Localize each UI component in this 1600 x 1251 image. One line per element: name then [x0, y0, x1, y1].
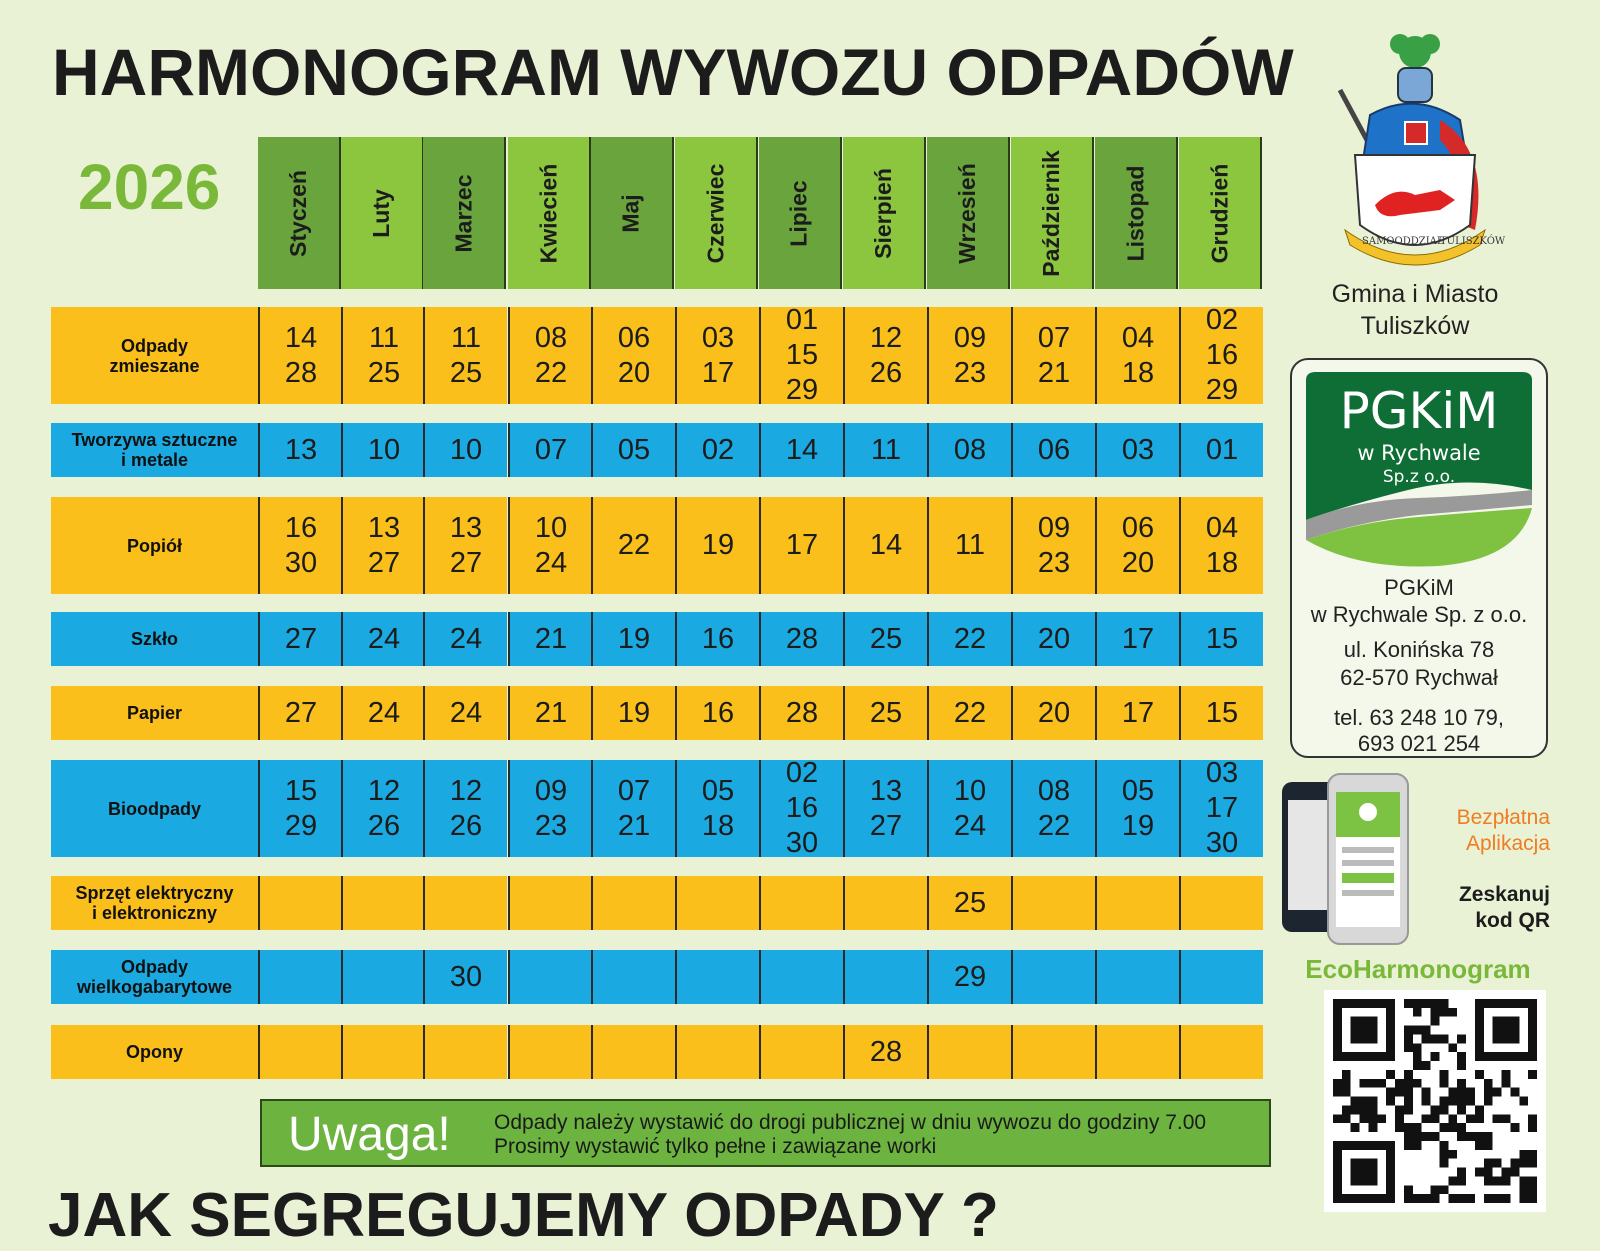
schedule-cell: [1179, 497, 1263, 594]
month-header-cell: [1011, 137, 1094, 289]
schedule-cell: [927, 1025, 1011, 1079]
pickup-day: 16: [1205, 339, 1239, 371]
schedule-cell: [759, 1025, 843, 1079]
row-label-line: i elektroniczny: [91, 903, 218, 923]
month-label: Grudzień: [1206, 163, 1233, 263]
row-label-line: zmieszane: [109, 355, 200, 376]
schedule-cell: [759, 876, 843, 930]
schedule-cell: [423, 950, 507, 1004]
pickup-day: 28: [785, 622, 819, 655]
month-label: Kwiecień: [535, 163, 561, 263]
pickup-day: 21: [534, 622, 568, 655]
row-label-line: wielkogabarytowe: [76, 977, 233, 997]
notice-line-2: Prosimy wystawić tylko pełne i zawiązane worki: [494, 1135, 937, 1158]
app-name: EcoHarmonogram: [1305, 954, 1531, 984]
schedule-cell: [258, 1025, 342, 1079]
month-header-cell: [508, 137, 591, 289]
row-label-line: Szkło: [130, 629, 178, 649]
pickup-day: 28: [869, 1035, 903, 1068]
schedule-cell: [759, 497, 843, 594]
logo-title: PGKiM: [1339, 382, 1499, 440]
month-header-cell: [423, 137, 506, 289]
pickup-day: 29: [1205, 374, 1239, 406]
pickup-day: 09: [1037, 511, 1071, 544]
app-promo-free: [1430, 805, 1550, 857]
month-header-cell: [843, 137, 926, 289]
company-name-2: w Rychwale Sp. z o.o.: [1310, 602, 1528, 627]
schedule-cell: [591, 612, 675, 666]
pickup-day: 19: [617, 622, 651, 655]
schedule-cell: [591, 876, 675, 930]
pickup-day: 16: [701, 696, 735, 729]
schedule-cell: [1095, 423, 1179, 477]
row-label: [51, 686, 258, 740]
month-header-cell: [759, 137, 842, 289]
pickup-day: 25: [869, 622, 903, 655]
pickup-day: 17: [1121, 622, 1155, 655]
crest-text-right: TULISZKÓW: [1440, 236, 1506, 247]
schedule-cell: [1095, 950, 1179, 1004]
pgkim-logo-icon: [1298, 370, 1540, 570]
schedule-cell: [341, 307, 425, 404]
pickup-day: 02: [1205, 304, 1239, 336]
row-label: [51, 876, 258, 930]
schedule-cell: [341, 1025, 425, 1079]
schedule-cell: [1095, 612, 1179, 666]
schedule-cell: [759, 950, 843, 1004]
pickup-day: 16: [785, 792, 819, 824]
pickup-day: 03: [1121, 433, 1155, 466]
schedule-cell: [1179, 1025, 1263, 1079]
schedule-cell: [759, 612, 843, 666]
pickup-day: 15: [1205, 696, 1239, 729]
schedule-cell: [258, 307, 342, 404]
pickup-day: 29: [284, 809, 318, 842]
schedule-cell: [675, 612, 759, 666]
pickup-day: 27: [449, 546, 483, 579]
month-label: Wrzesień: [954, 162, 980, 264]
row-label: [51, 760, 258, 857]
month-label: Luty: [368, 188, 394, 238]
schedule-cell: [927, 686, 1011, 740]
row-label-line: i metale: [120, 450, 189, 470]
month-label: Marzec: [449, 174, 476, 252]
crest-text-left: SAMOODDZIAŁ: [1362, 236, 1444, 247]
month-header-cell: [591, 137, 674, 289]
month-header-cell: [927, 137, 1010, 289]
schedule-cell: [258, 876, 342, 930]
schedule-cell: [591, 1025, 675, 1079]
pickup-day: 07: [534, 433, 568, 466]
pickup-day: 30: [284, 546, 318, 579]
schedule-cell: [1011, 307, 1095, 404]
pickup-day: 26: [367, 809, 401, 842]
pickup-day: 21: [1037, 356, 1071, 389]
schedule-cell: [591, 950, 675, 1004]
month-label: Maj: [618, 193, 644, 233]
pickup-day: 11: [870, 433, 902, 466]
pickup-day: 20: [617, 356, 651, 389]
schedule-cell: [508, 950, 592, 1004]
logo-sub-2: Sp.z o.o.: [1382, 467, 1456, 487]
pickup-day: 07: [1037, 321, 1071, 354]
pickup-day: 22: [1037, 809, 1071, 842]
pickup-day: 24: [449, 696, 483, 729]
schedule-cell: [591, 760, 675, 857]
row-label-line: Papier: [126, 703, 183, 723]
schedule-cell: [591, 423, 675, 477]
pickup-day: 26: [869, 356, 903, 389]
pickup-day: 05: [617, 433, 651, 466]
pickup-day: 19: [701, 529, 735, 561]
schedule-cell: [508, 876, 592, 930]
pickup-day: 13: [367, 511, 401, 544]
pickup-day: 29: [953, 960, 987, 993]
pickup-day: 04: [1121, 321, 1155, 354]
pickup-day: 14: [785, 433, 819, 466]
app-promo-scan: [1430, 882, 1550, 934]
schedule-cell: [423, 1025, 507, 1079]
schedule-cell: [675, 686, 759, 740]
pickup-day: 08: [534, 321, 568, 354]
pickup-day: 16: [284, 511, 318, 544]
schedule-cell: [423, 876, 507, 930]
pickup-day: 20: [1037, 622, 1071, 655]
pickup-day: 14: [869, 529, 903, 561]
schedule-cell: [927, 876, 1011, 930]
schedule-cell: [341, 497, 425, 594]
pickup-day: 09: [534, 774, 568, 807]
pickup-day: 05: [701, 774, 735, 807]
schedule-cell: [258, 950, 342, 1004]
pickup-day: 20: [1121, 546, 1155, 579]
company-tel-2: 693 021 254: [1357, 731, 1481, 756]
schedule-cell: [341, 760, 425, 857]
pickup-day: 23: [1037, 546, 1071, 579]
schedule-cell: [508, 1025, 592, 1079]
pickup-day: 27: [869, 809, 903, 842]
schedule-cell: [1011, 950, 1095, 1004]
schedule-cell: [843, 876, 927, 930]
pickup-day: 19: [1121, 809, 1155, 842]
schedule-cell: [341, 612, 425, 666]
pickup-day: 07: [617, 774, 651, 807]
page-title: HARMONOGRAM WYWOZU ODPADÓW: [52, 35, 1294, 109]
schedule-cell: [508, 307, 592, 404]
pickup-day: 24: [367, 622, 401, 655]
pickup-day: 30: [785, 827, 819, 859]
pickup-day: 17: [1121, 696, 1155, 729]
schedule-cell: [675, 950, 759, 1004]
row-label-line: Odpady: [120, 335, 188, 356]
schedule-cell: [258, 760, 342, 857]
schedule-cell: [843, 423, 927, 477]
pickup-day: 13: [284, 433, 318, 466]
pickup-day: 01: [785, 304, 819, 336]
schedule-cell: [843, 950, 927, 1004]
pickup-day: 22: [617, 529, 651, 561]
month-label: Lipiec: [786, 179, 812, 247]
schedule-cell: [759, 304, 843, 406]
pickup-day: 08: [1037, 774, 1071, 807]
schedule-cell: [1011, 876, 1095, 930]
row-label-line: Odpady: [120, 957, 188, 977]
pickup-day: 11: [450, 321, 482, 354]
pickup-day: 10: [367, 433, 401, 466]
schedule-cell: [423, 612, 507, 666]
schedule-cell: [341, 876, 425, 930]
pickup-day: 15: [1205, 622, 1239, 655]
schedule-cell: [1011, 1025, 1095, 1079]
notice-heading: Uwaga!: [288, 1108, 451, 1161]
pickup-day: 12: [869, 321, 903, 354]
pickup-day: 25: [869, 696, 903, 729]
month-header-cell: [258, 137, 341, 289]
row-label-line: Sprzęt elektryczny: [75, 883, 234, 903]
pickup-day: 16: [701, 622, 735, 655]
schedule-cell: [423, 423, 507, 477]
app-free-line-1: Bezpłatna: [1456, 806, 1550, 829]
month-label: Październik: [1038, 149, 1065, 277]
schedule-cell: [1011, 760, 1095, 857]
month-label: Styczeń: [285, 169, 311, 257]
pickup-day: 13: [449, 511, 483, 544]
notice-box: [260, 1099, 1271, 1167]
pickup-day: 05: [1121, 774, 1155, 807]
row-label: [51, 497, 258, 594]
company-address-1: ul. Konińska 78: [1343, 637, 1495, 662]
row-label: [51, 423, 258, 477]
schedule-cell: [927, 760, 1011, 857]
schedule-cell: [341, 423, 425, 477]
pickup-day: 15: [785, 339, 819, 371]
schedule-cell: [508, 612, 592, 666]
schedule-cell: [423, 307, 507, 404]
row-label: [51, 950, 258, 1004]
pickup-day: 24: [534, 546, 568, 579]
schedule-cell: [927, 950, 1011, 1004]
month-label: Czerwiec: [702, 163, 728, 263]
schedule-cell: [1095, 497, 1179, 594]
pickup-day: 25: [953, 886, 987, 919]
pickup-day: 04: [1205, 511, 1239, 544]
pickup-day: 01: [1205, 433, 1239, 466]
schedule-cell: [258, 686, 342, 740]
pickup-day: 27: [284, 696, 318, 729]
app-scan-line-2: kod QR: [1475, 909, 1550, 932]
schedule-cell: [843, 686, 927, 740]
pickup-day: 29: [785, 374, 819, 406]
schedule-cell: [1095, 307, 1179, 404]
schedule-cell: [508, 497, 592, 594]
pickup-day: 10: [953, 774, 987, 807]
pickup-day: 10: [449, 433, 483, 466]
schedule-cell: [508, 686, 592, 740]
schedule-cell: [843, 1025, 927, 1079]
pickup-day: 25: [367, 356, 401, 389]
schedule-cell: [1179, 612, 1263, 666]
pickup-day: 06: [1037, 433, 1071, 466]
pickup-day: 21: [534, 696, 568, 729]
schedule-cell: [423, 760, 507, 857]
month-header-cell: [341, 137, 424, 289]
pickup-day: 17: [785, 529, 819, 561]
schedule-cell: [759, 757, 843, 859]
pickup-day: 11: [368, 321, 400, 354]
schedule-cell: [927, 423, 1011, 477]
month-header-cell: [675, 137, 758, 289]
schedule-cell: [675, 497, 759, 594]
pickup-day: 18: [1205, 546, 1239, 579]
pickup-day: 09: [953, 321, 987, 354]
schedule-cell: [1011, 497, 1095, 594]
schedule-cell: [258, 497, 342, 594]
row-label: [51, 612, 258, 666]
pickup-day: 20: [1037, 696, 1071, 729]
schedule-cell: [508, 423, 592, 477]
month-label: Sierpień: [870, 167, 897, 259]
pickup-day: 28: [284, 356, 318, 389]
schedule-cell: [1095, 1025, 1179, 1079]
schedule-cell: [1179, 686, 1263, 740]
schedule-cell: [258, 423, 342, 477]
month-label: Listopad: [1122, 165, 1148, 261]
schedule-cell: [1011, 612, 1095, 666]
schedule-cell: [508, 760, 592, 857]
pickup-day: 26: [449, 809, 483, 842]
qr-code-icon[interactable]: [1324, 990, 1546, 1212]
schedule-cell: [423, 497, 507, 594]
pickup-day: 24: [953, 809, 987, 842]
year-label: 2026: [78, 151, 221, 223]
pickup-day: 28: [785, 696, 819, 729]
row-label: [51, 1025, 258, 1079]
schedule-cell: [843, 307, 927, 404]
schedule-cell: [675, 423, 759, 477]
pickup-day: 02: [701, 433, 735, 466]
schedule-cell: [1179, 876, 1263, 930]
pickup-day: 03: [701, 321, 735, 354]
schedule-cell: [927, 307, 1011, 404]
pickup-day: 06: [1121, 511, 1155, 544]
schedule-cell: [258, 612, 342, 666]
notice-line-1: Odpady należy wystawić do drogi publicznej w dniu wywozu do godziny 7.00: [494, 1111, 1207, 1134]
company-name-1: PGKiM: [1384, 575, 1454, 600]
pickup-day: 18: [1121, 356, 1155, 389]
pickup-day: 23: [534, 809, 568, 842]
schedule-cell: [759, 686, 843, 740]
schedule-cell: [675, 876, 759, 930]
pickup-day: 12: [367, 774, 401, 807]
crest-icon: [1320, 30, 1510, 280]
logo-sub-1: w Rychwale: [1357, 441, 1481, 465]
schedule-cell: [591, 307, 675, 404]
schedule-cell: [1179, 757, 1263, 859]
pickup-day: 19: [617, 696, 651, 729]
schedule-cell: [675, 1025, 759, 1079]
company-tel-1: tel. 63 248 10 79,: [1333, 705, 1505, 730]
schedule-cell: [927, 612, 1011, 666]
pickup-day: 21: [617, 809, 651, 842]
month-header-cell: [1095, 137, 1178, 289]
schedule-cell: [1095, 876, 1179, 930]
pickup-day: 08: [953, 433, 987, 466]
schedule-cell: [341, 686, 425, 740]
schedule-cell: [341, 950, 425, 1004]
pickup-day: 06: [617, 321, 651, 354]
schedule-cell: [1179, 304, 1263, 406]
row-label-line: Opony: [126, 1042, 183, 1062]
schedule-cell: [1095, 760, 1179, 857]
pickup-day: 13: [869, 774, 903, 807]
pickup-day: 27: [367, 546, 401, 579]
schedule-cell: [675, 760, 759, 857]
municipality-line-2: Tuliszków: [1360, 312, 1470, 340]
bottom-heading: JAK SEGREGUJEMY ODPADY ?: [48, 1181, 999, 1250]
row-label-line: Popiół: [127, 535, 182, 556]
pickup-day: 15: [284, 774, 318, 807]
pickup-day: 14: [284, 321, 318, 354]
pickup-day: 03: [1205, 757, 1239, 789]
schedule-cell: [591, 686, 675, 740]
pickup-day: 12: [449, 774, 483, 807]
pickup-day: 17: [1205, 792, 1239, 824]
pickup-day: 10: [534, 511, 568, 544]
pickup-day: 22: [953, 622, 987, 655]
schedule-cell: [1095, 686, 1179, 740]
pickup-day: 30: [1205, 827, 1239, 859]
schedule-cell: [759, 423, 843, 477]
schedule-cell: [591, 497, 675, 594]
schedule-cell: [675, 307, 759, 404]
pickup-day: 24: [449, 622, 483, 655]
pickup-day: 18: [701, 809, 735, 842]
pickup-day: 25: [449, 356, 483, 389]
month-header-cell: [1179, 137, 1262, 289]
app-scan-line-1: Zeskanuj: [1458, 883, 1550, 906]
row-label-line: Bioodpady: [108, 798, 201, 819]
schedule-cell: [1179, 423, 1263, 477]
company-address-2: 62-570 Rychwał: [1340, 665, 1498, 690]
pickup-day: 22: [534, 356, 568, 389]
schedule-cell: [423, 686, 507, 740]
municipality-line-1: Gmina i Miasto: [1331, 280, 1499, 308]
schedule-cell: [843, 497, 927, 594]
pickup-day: 17: [701, 356, 735, 389]
pickup-day: 22: [953, 696, 987, 729]
pickup-day: 24: [367, 696, 401, 729]
schedule-cell: [843, 612, 927, 666]
pickup-day: 30: [449, 960, 483, 993]
pickup-day: 11: [954, 529, 986, 561]
pickup-day: 27: [284, 622, 318, 655]
app-free-line-2: Aplikacja: [1465, 832, 1550, 855]
pickup-day: 23: [953, 356, 987, 389]
schedule-cell: [1179, 950, 1263, 1004]
row-label: [51, 307, 258, 404]
schedule-cell: [1011, 423, 1095, 477]
pickup-day: 02: [785, 757, 819, 789]
phone-app-icon: [1280, 772, 1420, 948]
schedule-cell: [927, 497, 1011, 594]
row-label-line: Tworzywa sztuczne: [71, 430, 238, 450]
schedule-cell: [1011, 686, 1095, 740]
schedule-cell: [843, 760, 927, 857]
